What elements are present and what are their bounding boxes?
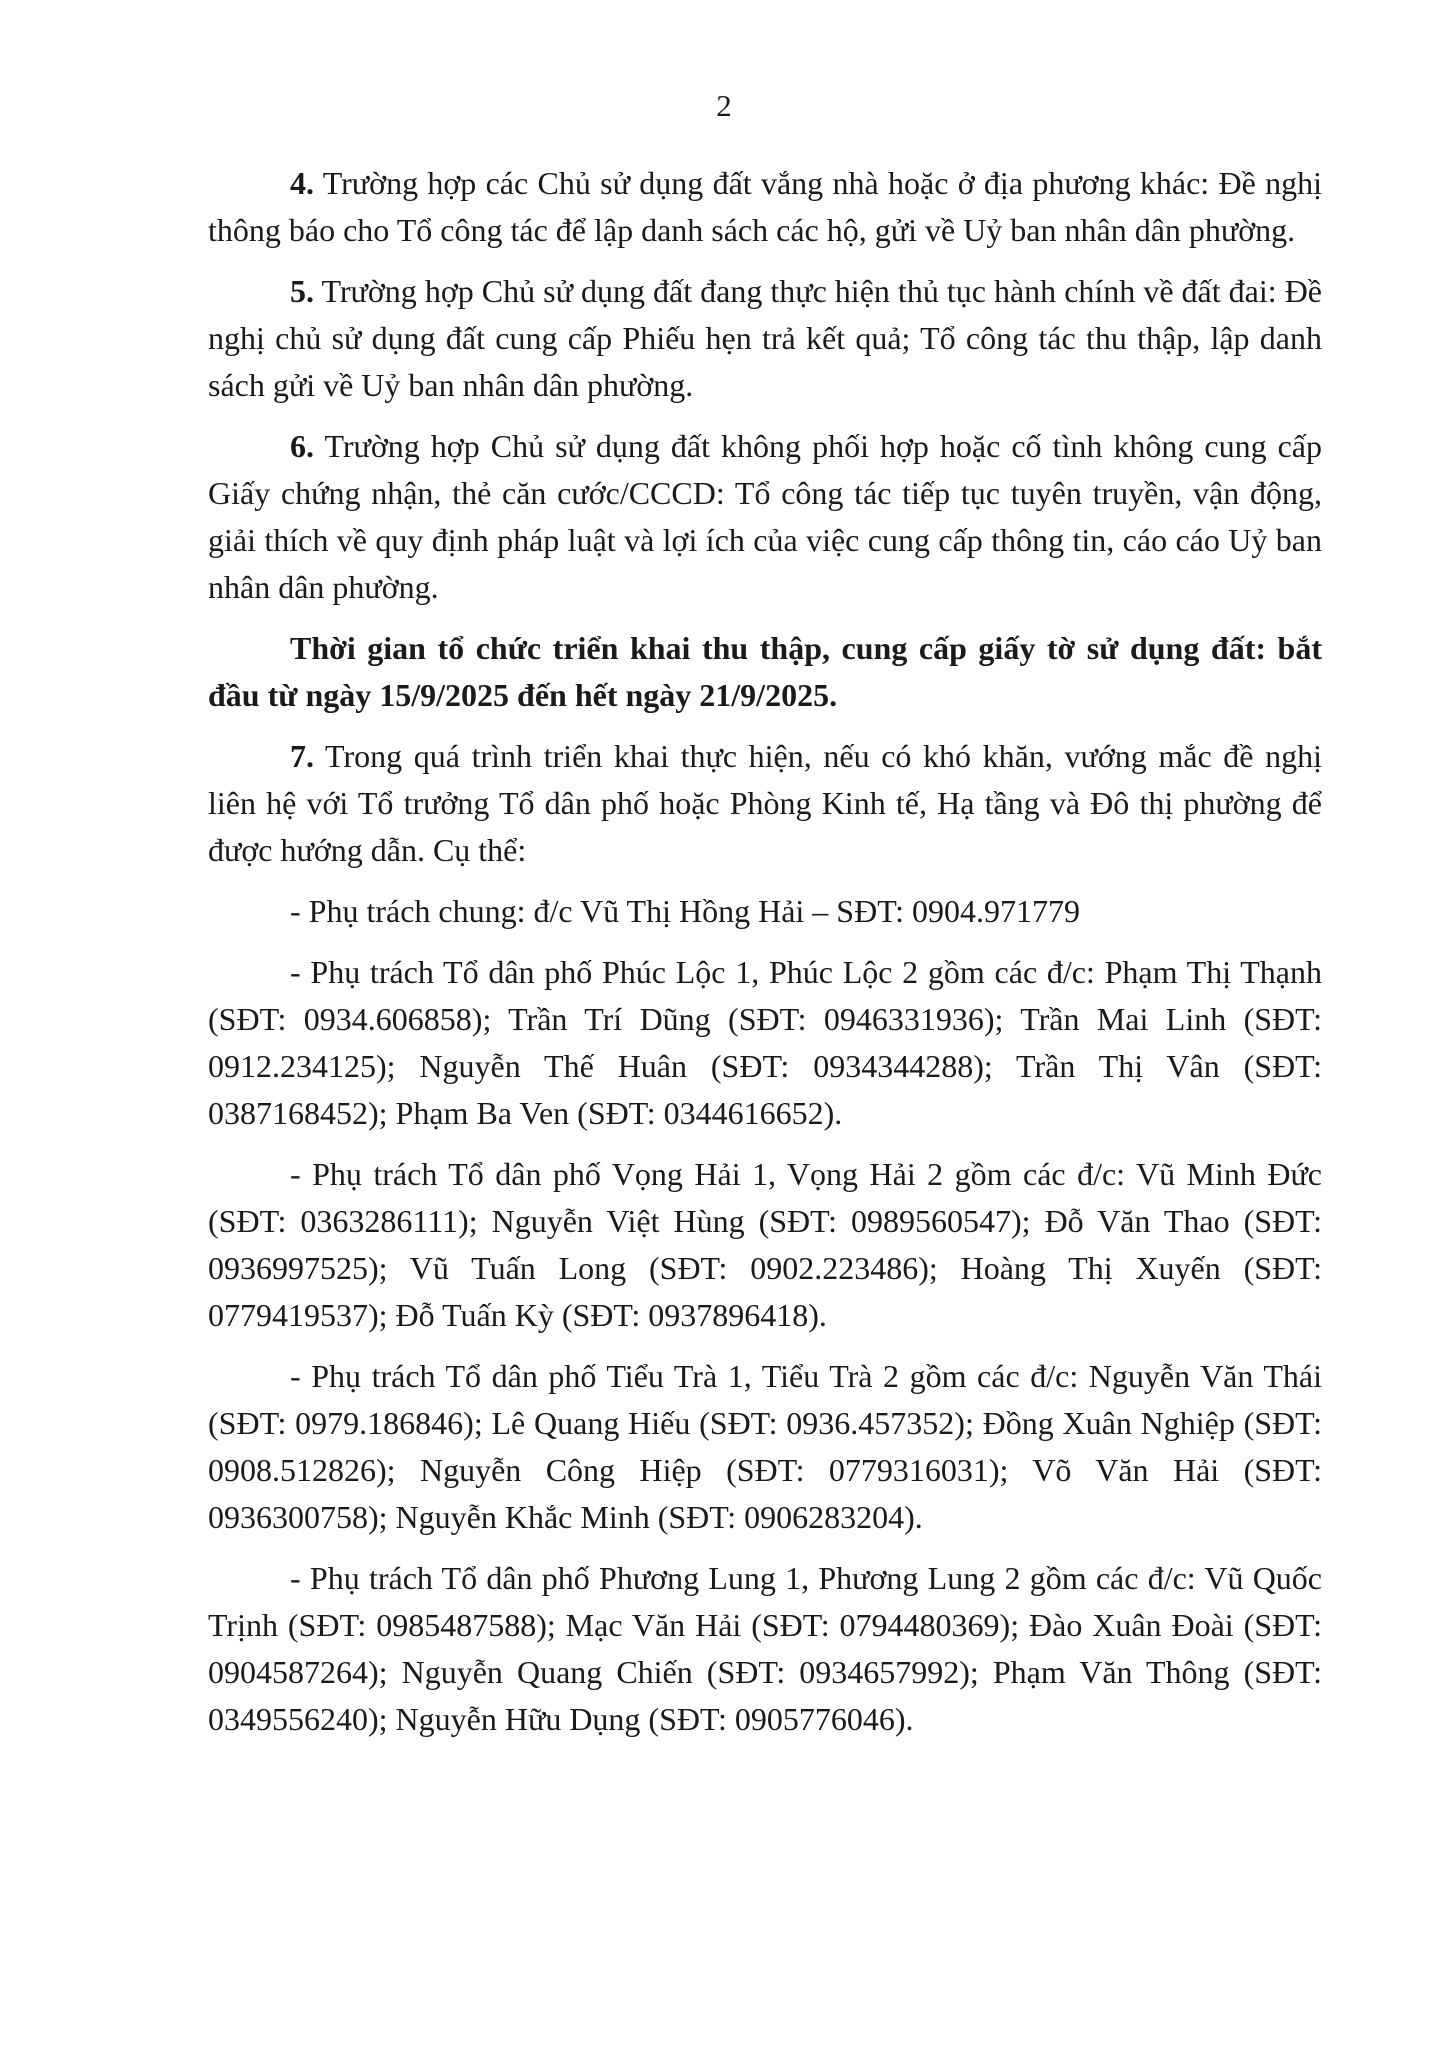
- contact-text: - Phụ trách Tổ dân phố Vọng Hải 1, Vọng Hải 2 gồm các đ/c: Vũ Minh Đức (SĐT: 0363286111); Nguyễn Việt Hùng (SĐT: 0989560547); Đỗ Văn Thao (SĐT: 0936997525); Vũ Tuấn Long (SĐT: 0902.223486); Hoàng Thị Xuyến (SĐT: 0779419537); Đỗ Tuấn Kỳ (SĐT: 0937896418).: [208, 1156, 1322, 1333]
- item-number: 5.: [290, 273, 314, 309]
- schedule-notice: [208, 625, 1322, 719]
- paragraph-text: Trong quá trình triển khai thực hiện, nếu có khó khăn, vướng mắc đề nghị liên hệ với Tổ trưởng Tổ dân phố hoặc Phòng Kinh tế, Hạ tầng và Đô thị phường để được hướng dẫn. Cụ thể:: [208, 738, 1322, 868]
- item-number: 6.: [290, 428, 314, 464]
- item-number: 7.: [290, 738, 314, 774]
- paragraph-text: Trường hợp các Chủ sử dụng đất vắng nhà hoặc ở địa phương khác: Đề nghị thông báo cho Tổ công tác để lập danh sách các hộ, gửi về Uỷ ban nhân dân phường.: [208, 165, 1322, 248]
- contact-text: - Phụ trách chung: đ/c Vũ Thị Hồng Hải – SĐT: 0904.971779: [290, 893, 1081, 929]
- paragraph-item-6: [208, 423, 1322, 611]
- page-number: 2: [716, 88, 732, 123]
- contact-phuong-lung: [208, 1555, 1322, 1743]
- paragraph-item-5: [208, 268, 1322, 409]
- contact-general: [208, 888, 1322, 935]
- document-body: [208, 160, 1322, 1757]
- contact-text: - Phụ trách Tổ dân phố Phúc Lộc 1, Phúc Lộc 2 gồm các đ/c: Phạm Thị Thạnh (SĐT: 0934.606858); Trần Trí Dũng (SĐT: 0946331936); Trần Mai Linh (SĐT: 0912.234125); Nguyễn Thế Huân (SĐT: 0934344288); Trần Thị Vân (SĐT: 0387168452); Phạm Ba Ven (SĐT: 0344616652).: [208, 954, 1322, 1131]
- paragraph-text: Trường hợp Chủ sử dụng đất đang thực hiện thủ tục hành chính về đất đai: Đề nghị chủ sử dụng đất cung cấp Phiếu hẹn trả kết quả; Tổ công tác thu thập, lập danh sách gửi về Uỷ ban nhân dân phường.: [208, 273, 1322, 403]
- contact-text: - Phụ trách Tổ dân phố Phương Lung 1, Phương Lung 2 gồm các đ/c: Vũ Quốc Trịnh (SĐT: 0985487588); Mạc Văn Hải (SĐT: 0794480369); Đào Xuân Đoài (SĐT: 0904587264); Nguyễn Quang Chiến (SĐT: 0934657992); Phạm Văn Thông (SĐT: 0349556240); Nguyễn Hữu Dụng (SĐT: 0905776046).: [208, 1560, 1322, 1737]
- schedule-text: Thời gian tổ chức triển khai thu thập, cung cấp giấy tờ sử dụng đất: bắt đầu từ ngày 15/9/2025 đến hết ngày 21/9/2025.: [208, 630, 1322, 713]
- contact-tieu-tra: [208, 1353, 1322, 1541]
- contact-vong-hai: [208, 1151, 1322, 1339]
- contact-phuc-loc: [208, 949, 1322, 1137]
- paragraph-text: Trường hợp Chủ sử dụng đất không phối hợp hoặc cố tình không cung cấp Giấy chứng nhận, thẻ căn cước/CCCD: Tổ công tác tiếp tục tuyên truyền, vận động, giải thích về quy định pháp luật và lợi ích của việc cung cấp thông tin, cáo cáo Uỷ ban nhân dân phường.: [208, 428, 1322, 605]
- item-number: 4.: [290, 165, 314, 201]
- contact-text: - Phụ trách Tổ dân phố Tiểu Trà 1, Tiểu Trà 2 gồm các đ/c: Nguyễn Văn Thái (SĐT: 0979.186846); Lê Quang Hiếu (SĐT: 0936.457352); Đồng Xuân Nghiệp (SĐT: 0908.512826); Nguyễn Công Hiệp (SĐT: 0779316031); Võ Văn Hải (SĐT: 0936300758); Nguyễn Khắc Minh (SĐT: 0906283204).: [208, 1358, 1322, 1535]
- paragraph-item-7: [208, 733, 1322, 874]
- paragraph-item-4: [208, 160, 1322, 254]
